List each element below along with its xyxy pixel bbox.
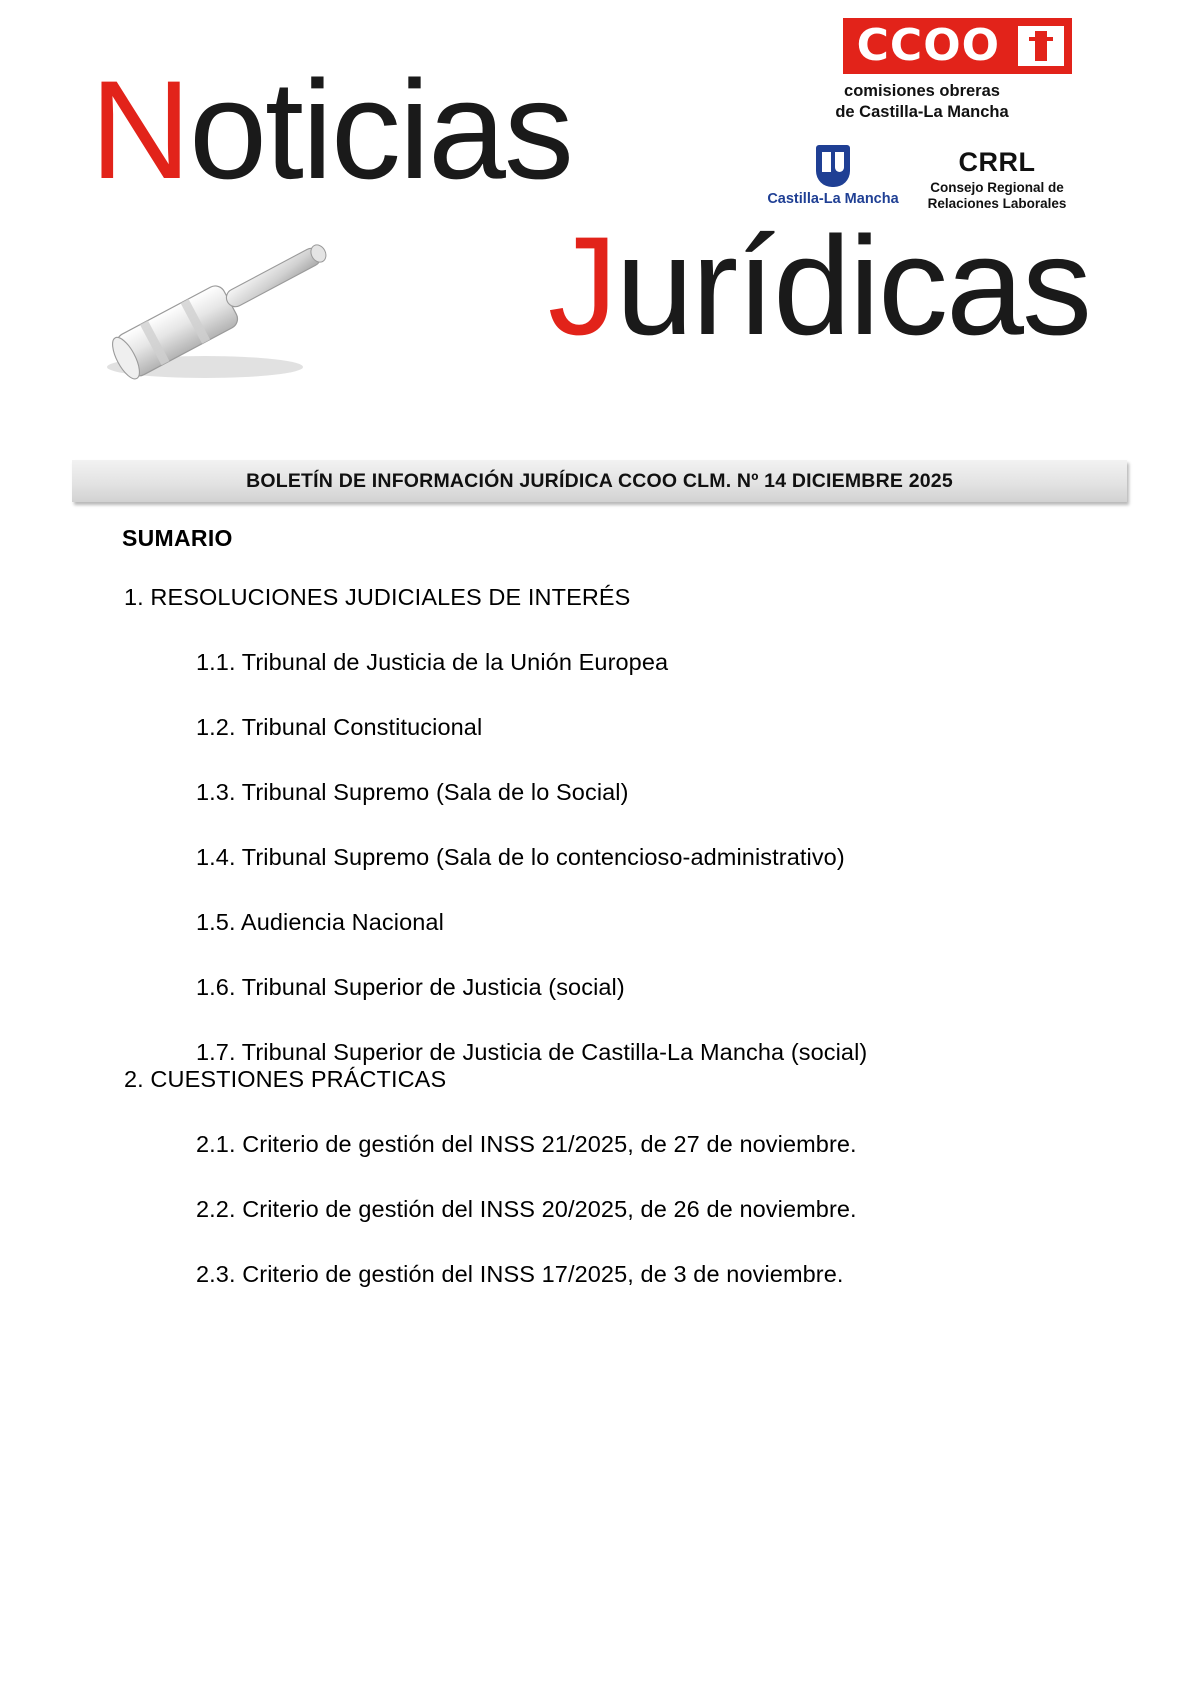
- ccoo-subtitle-line2: de Castilla-La Mancha: [835, 103, 1009, 122]
- gavel-icon: [85, 235, 345, 385]
- section-2-title: 2. CUESTIONES PRÁCTICAS: [124, 1066, 447, 1092]
- summary-item-2-2[interactable]: 2.2. Criterio de gestión del INSS 20/2025, de 26 de noviembre.: [196, 1196, 857, 1222]
- summary-item-1-7[interactable]: 1.7. Tribunal Superior de Justicia de Castilla-La Mancha (social): [196, 1039, 868, 1065]
- title-rest-juridicas: urídicas: [615, 207, 1090, 364]
- section-1-title: 1. RESOLUCIONES JUDICIALES DE INTERÉS: [124, 584, 631, 610]
- summary-content: [0, 525, 1200, 1288]
- summary-item-1-4[interactable]: 1.4. Tribunal Supremo (Sala de lo contencioso-administrativo): [196, 844, 845, 870]
- summary-item-1-3[interactable]: 1.3. Tribunal Supremo (Sala de lo Social): [196, 779, 629, 805]
- summary-item-2-3[interactable]: 2.3. Criterio de gestión del INSS 17/2025, de 3 de noviembre.: [196, 1261, 844, 1287]
- page-title: SUMARIO: [122, 525, 233, 551]
- section-2: [0, 1066, 1200, 1288]
- title-initial-n: N: [90, 51, 190, 208]
- masthead: [0, 0, 1200, 430]
- crrl-subtitle-line1: Consejo Regional de: [930, 180, 1064, 195]
- castilla-la-mancha-label: Castilla-La Mancha: [767, 191, 899, 207]
- summary-item-1-5[interactable]: 1.5. Audiencia Nacional: [196, 909, 444, 935]
- summary-item-1-6[interactable]: 1.6. Tribunal Superior de Justicia (social): [196, 974, 625, 1000]
- section-1: [0, 584, 1200, 1066]
- bulletin-banner: [72, 460, 1127, 502]
- summary-item-1-1[interactable]: 1.1. Tribunal de Justicia de la Unión Europea: [196, 649, 669, 675]
- summary-item-2-1[interactable]: 2.1. Criterio de gestión del INSS 21/2025, de 27 de noviembre.: [196, 1131, 857, 1157]
- summary-item-1-2[interactable]: 1.2. Tribunal Constitucional: [196, 714, 483, 740]
- title-rest-noticias: oticias: [189, 51, 572, 208]
- crrl-subtitle-line2: Relaciones Laborales: [927, 196, 1067, 212]
- ccoo-subtitle-line1: comisiones obreras: [844, 82, 1000, 100]
- bulletin-banner-text: BOLETÍN DE INFORMACIÓN JURÍDICA CCOO CLM. Nº 14 DICIEMBRE 2025: [246, 469, 953, 492]
- title-initial-j: J: [547, 207, 616, 364]
- ccoo-wordmark: CCOO: [843, 18, 1010, 74]
- crrl-acronym: CRRL: [958, 147, 1036, 177]
